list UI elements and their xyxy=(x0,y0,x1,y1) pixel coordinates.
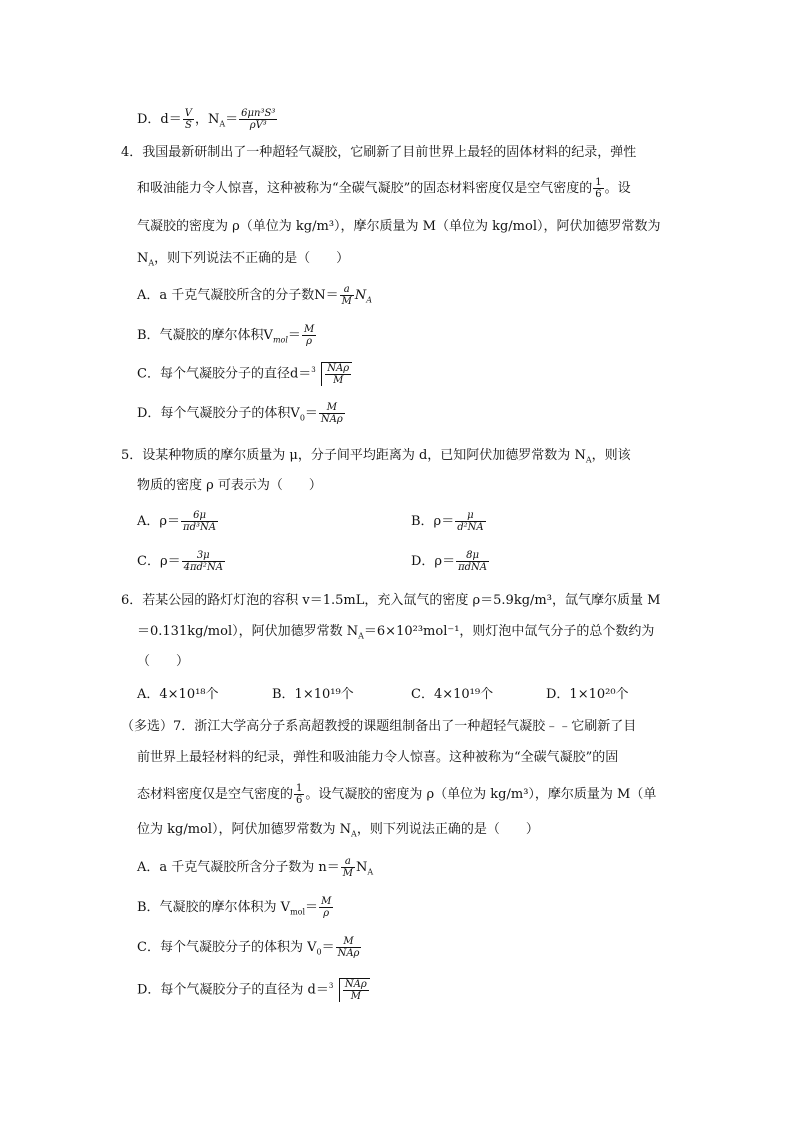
q5-option-c: C．ρ＝ $\frac{3\mu}{\text{4πd²NA}}$ xyxy=(137,550,223,573)
q5-stem-line-1: 5．设某种物质的摩尔质量为 μ，分子间平均距离为 d，已知阿伏加德罗常数为 $N_A$，则该 xyxy=(121,448,631,465)
q7-option-b: B．气凝胶的摩尔体积为 $V_{mol}=$ $\frac{M}{\rho}$ xyxy=(137,896,332,919)
q5-option-a: A．ρ＝ $\frac{6\mu}{\text{πd³NA}}$ xyxy=(137,510,216,533)
q6-stem-line-3: （ ） xyxy=(137,654,190,669)
text: ，N xyxy=(194,112,220,127)
q5-stem-line-2: 物质的密度 ρ 可表示为（ ） xyxy=(137,478,322,493)
q4-stem-line-4: $N_A$，则下列说法不正确的是（ ） xyxy=(137,251,350,268)
q5-option-d: D．ρ＝ $\frac{8\mu}{\text{πdNA}}$ xyxy=(411,550,488,573)
q4-option-b: B．气凝胶的摩尔体积$V_{mol}=$ $\frac{M}{\rho}$ xyxy=(137,324,315,347)
q7-stem-line-4: 位为 kg/mol），阿伏加德罗常数为 $N_A$，则下列说法正确的是（ ） xyxy=(137,822,539,839)
q7-option-c: C．每个气凝胶分子的体积为 $V_0=$ $\frac{M}{\text{NAρ}}$ xyxy=(137,936,360,959)
q6-stem-line-1: 6．若某公园的路灯灯泡的容积 v＝1.5mL，充入氙气的密度 ρ＝5.9kg/m³，氙气摩尔质量 M xyxy=(121,593,661,608)
fraction: $\frac{V}{S}$ xyxy=(184,108,192,131)
q4-stem-line-1: 4．我国最新研制出了一种超轻气凝胶，它刷新了目前世界上最轻的固体材料的纪录，弹性 xyxy=(121,145,637,160)
q4-option-c: C．每个气凝胶分子的直径d＝ 3 $\frac{\text{NAρ}}{M}$ xyxy=(137,362,352,386)
q7-stem-line-3: 态材料密度仅是空气密度的 $\frac{1}{6}$ 。设气凝胶的密度为 ρ（单位为 kg/m³），摩尔质量为 M（单 xyxy=(137,783,657,806)
q7-stem-line-2: 前世界上最轻材料的纪录，弹性和吸油能力令人惊喜。这种被称为“全碳气凝胶”的固 xyxy=(137,750,619,765)
q5-option-b: B．ρ＝ $\frac{\mu}{\text{d²NA}}$ xyxy=(411,510,484,533)
fraction: $\frac{\text{6μn³S³}}{\text{ρV³}}$ xyxy=(241,108,276,131)
q7-option-a: A．a 千克气凝胶所含分子数为 n＝ $\frac{a}{M}$ $N_A$ xyxy=(137,856,374,879)
q7-option-d: D．每个气凝胶分子的直径为 d＝ 3 $\frac{\text{NAρ}}{M}$ xyxy=(137,978,370,1002)
q6-option-a: A．4×10¹⁸个 xyxy=(137,687,219,702)
q7-stem-line-1: （多选）7．浙江大学高分子系高超教授的课题组制备出了一种超轻气凝胶﹣﹣它刷新了目 xyxy=(121,719,637,734)
option-label: D．d＝ xyxy=(137,112,182,127)
q4-stem-line-2: 和吸油能力令人惊喜，这种被称为“全碳气凝胶”的固态材料密度仅是空气密度的 $\frac{1}{6}$ 。设 xyxy=(137,177,631,200)
q3-option-d: D．d＝ $\frac{V}{S}$ ，$N_A=$ $\frac{\text{6μn³S³}}{\text{ρV³}}$ xyxy=(137,108,276,131)
q6-option-d: D．1×10²⁰个 xyxy=(546,687,629,702)
q6-stem-line-2: ＝0.131kg/mol），阿伏加德罗常数 $N_A=6\times 10^{23}mol^{-1}$，则灯泡中氙气分子的总个数约为 xyxy=(137,624,655,641)
q4-option-a: A．a 千克气凝胶所含的分子数N＝ $\frac{a}{M}$ $N_A$ xyxy=(137,284,373,307)
q4-option-d: D．每个气凝胶分子的体积$V_0=$ $\frac{M}{\text{NAρ}}$ xyxy=(137,402,343,425)
q6-option-b: B．1×10¹⁹个 xyxy=(272,687,354,702)
q4-stem-line-3: 气凝胶的密度为 ρ（单位为 kg/m³），摩尔质量为 M（单位为 kg/mol），阿伏加德罗常数为 xyxy=(137,219,661,234)
q6-option-c: C．4×10¹⁹个 xyxy=(411,687,494,702)
